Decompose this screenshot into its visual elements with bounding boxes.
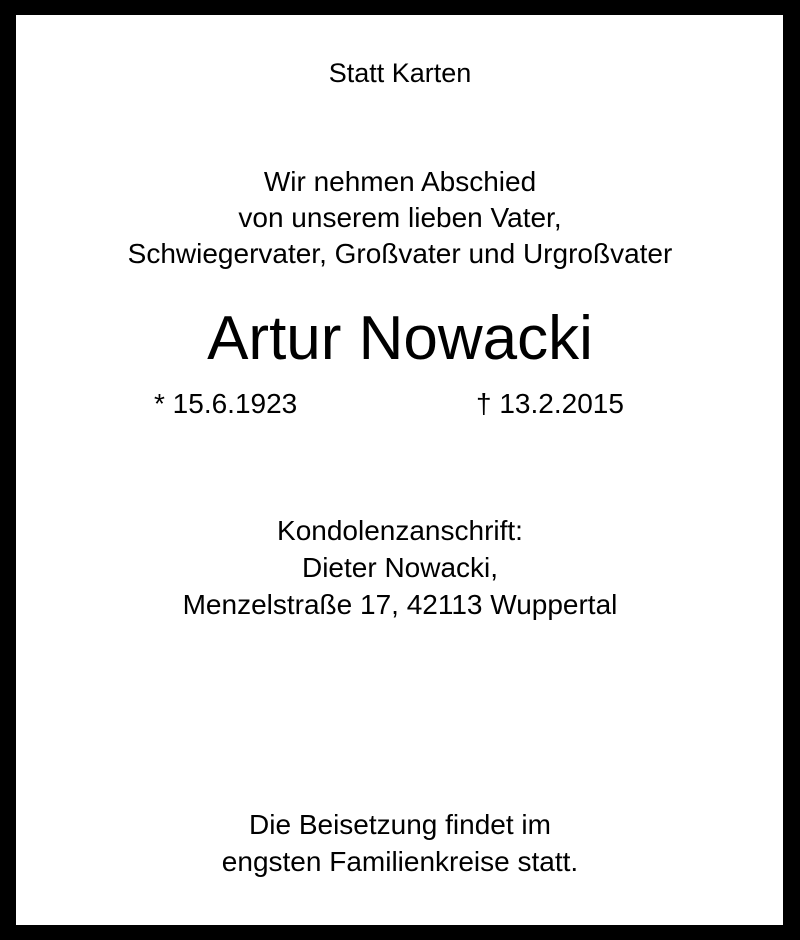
notice-headline: Statt Karten xyxy=(328,58,472,88)
condolence-label: Kondolenzanschrift: xyxy=(277,515,523,546)
death-date: † 13.2.2015 xyxy=(476,388,624,419)
intro-line: Schwiegervater, Großvater und Urgroßvater xyxy=(127,238,673,269)
funeral-note-line: engsten Familienkreise statt. xyxy=(221,846,579,877)
deceased-name: Artur Nowacki xyxy=(207,304,593,373)
intro-line: Wir nehmen Abschied xyxy=(263,166,537,197)
intro-line: von unserem lieben Vater, xyxy=(238,202,562,233)
birth-date: * 15.6.1923 xyxy=(154,388,298,419)
funeral-note-line: Die Beisetzung findet im xyxy=(249,809,551,840)
condolence-address: Menzelstraße 17, 42113 Wuppertal xyxy=(182,589,618,620)
condolence-contact-name: Dieter Nowacki, xyxy=(301,552,499,583)
